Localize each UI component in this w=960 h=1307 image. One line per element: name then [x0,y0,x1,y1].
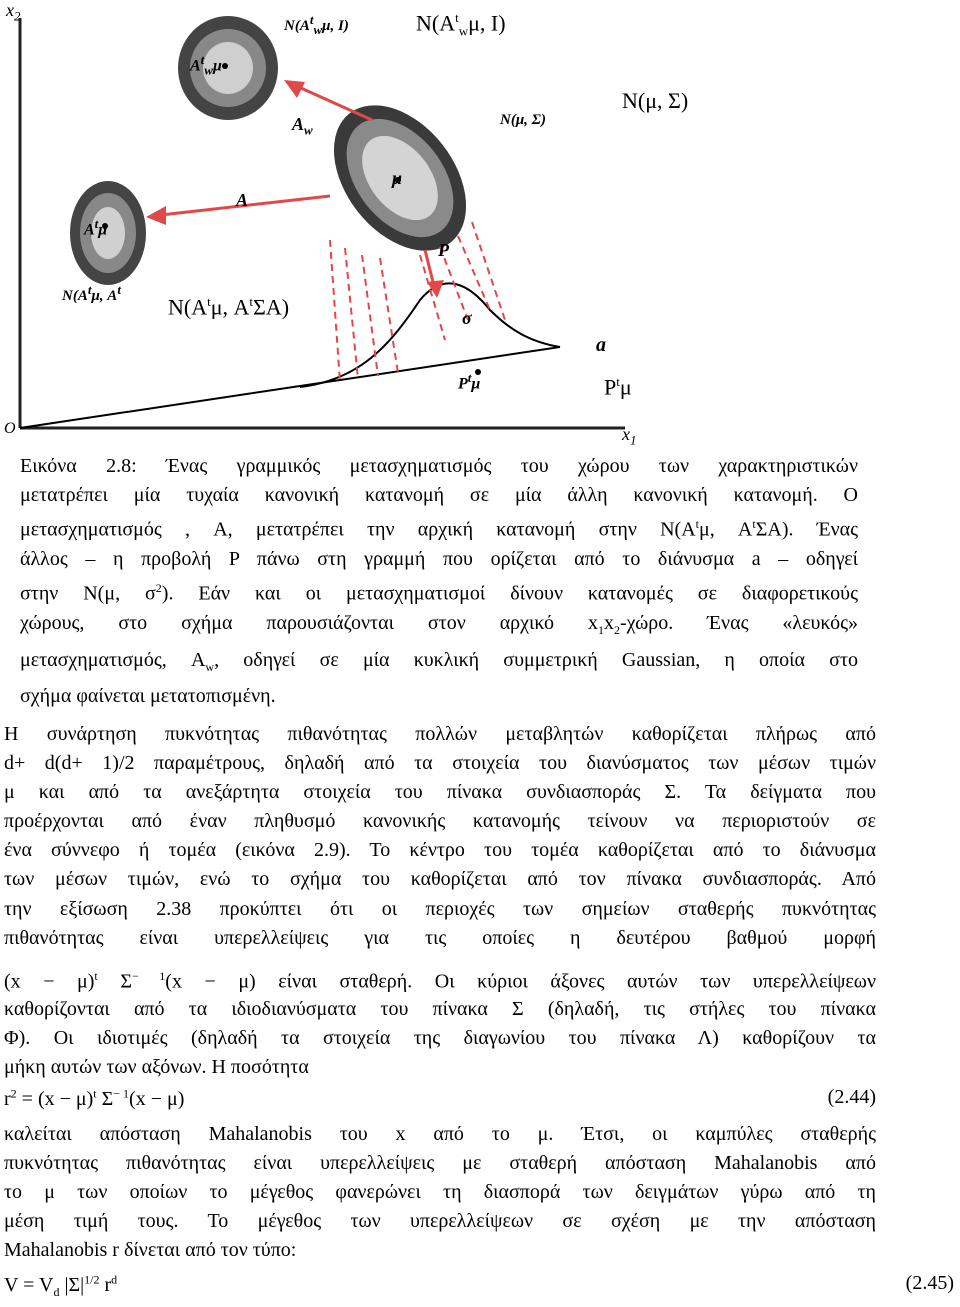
body-line: πυκνότητας πιθανότητας είναι υπερελλείψεις με σταθερή απόσταση Mahalanobis από [4,1152,876,1175]
body-line: Φ). Οι ιδιοτιμές (δηλαδή τα στοιχεία της διαγωνίου του πίνακα Λ) καθορίζουν τα [4,1027,876,1050]
caption-line: μετασχηματισμός, $A_w$, οδηγεί σε μία κυκλική συμμετρική Gaussian, η οποία στο [20,648,858,674]
label-x1: $x_1$ [622,424,637,448]
quad-form: (x − μ) [4,970,95,993]
projected-gaussian [300,283,560,387]
quad-form-line: $(x - \mu)^t$ $\Sigma^{- 1}(x - \mu)$ είναι σταθερή. Οι κύριοι άξονες αυτών των υπερελλείψεων [4,969,877,993]
label-Awt-mu: $A^t_w\mu$ [190,52,222,78]
eq44-number: (2.44) [827,1086,876,1108]
ellipse-transformed [70,181,146,285]
equation-2-44 [4,1086,876,1111]
body-line: μήκη αυτών των αξόνων. Η ποσότητα [4,1056,309,1079]
label-A: A [236,190,249,210]
body-line: πιθανότητας είναι υπερελλείψεις για τις οποίες η δευτέρου βαθμού μορφή [4,926,876,949]
label-bottom: $P^t\mu$ [604,374,632,400]
label-right: N(μ, Σ) [622,88,689,113]
body-line: προέρχονται από έναν πληθυσμό κανονικής κατανομής τείνουν να περιοριστούν σε [4,810,876,833]
body-line: ένα σύννεφο ή τομέα (εικόνα 2.9). Το κέντρο του τομέα καθορίζεται από το διάνυσμα [4,839,876,862]
caption-line: μετατρέπει μία τυχαία κανονική κατανομή σε μία άλλη κανονική κατανομή. Ο [20,484,858,507]
label-N-mu-Sigma-small: N(μ, Σ) [500,112,546,128]
body-line: d+ d(d+ 1)/2 παραμέτρους, δηλαδή από τα στοιχεία του διανύσματος των μέσων τιμών [4,752,876,775]
label-x2: $x_2$ [6,0,21,24]
body-line: μέση τιμή τους. Το μέγεθος των υπερελλείψεων σε σχέση με την απόσταση [4,1210,876,1233]
label-N-At-mu-At-small: $N(A^t\mu$, $A^t$ [62,282,121,304]
caption-line: μετασχηματισμός , A, μετατρέπει την αρχική κατανομή στην $N(A^t\mu$, $A^t\Sigma A$). Ένας [20,517,859,542]
label-sigma: σ [462,308,472,328]
eq44-expr: $r^2 = (x - \mu)^t$ $\Sigma^{- 1}(x - \mu)$ [4,1086,185,1110]
caption-line: στην N(μ, $\sigma^2$). Εάν και οι μετασχηματισμοί δίνουν κατανομές σε διαφορετικούς [20,581,858,606]
body-line: καθορίζονται από τα ιδιοδιανύσματα του πίνακα Σ (δηλαδή, τις στήλες του πίνακα [4,998,876,1020]
body-line: το μ των οποίων το μέγεθος φανερώνει τη διασπορά των δειγμάτων γύρω από τη [4,1181,876,1204]
label-At-mu: $A^t\mu$ [84,216,108,239]
caption-line: Εικόνα 2.8: Ένας γραμμικός μετασχηματισμός του χώρου των χαρακτηριστικών [20,455,858,477]
label-P: P [438,240,449,260]
body-line: των μέσων τιμών, ενώ το σχήμα του καθορίζεται από τον πίνακα συνδιασποράς. Από [4,868,876,891]
caption-line: άλλος – η προβολή P πάνω στη γραμμή που ορίζεται από το διάνυσμα a – οδηγεί [20,548,858,571]
body-line: Η συνάρτηση πυκνότητας πιθανότητας πολλών μεταβλητών καθορίζεται πλήρως από [4,723,876,745]
body-line: Mahalanobis r δίνεται από τον τύπο: [4,1239,297,1262]
figure-caption [20,452,858,711]
label-N-Awt-mu-I-small: $N(A^t_w\mu$, I) [284,12,349,37]
label-a: a [596,334,606,356]
caption-line: σχήμα φαίνεται μετατοπισμένη. [20,684,276,707]
equation-2-45 [4,1272,954,1300]
paragraph-3 [4,1120,876,1265]
label-Aw: $A_w$ [292,114,313,138]
body-line: την εξίσωση 2.38 προκύπτει ότι οι περιοχές των σημείων σταθερής πυκνότητας [4,897,876,920]
body-line: καλείται απόσταση Mahalanobis του x από το μ. Έτσι, οι καμπύλες σταθερής [4,1123,876,1145]
caption-line: χώρους, στο σχήμα παρουσιάζονται στον αρχικό $x_1x_2$-χώρο. Ένας «λευκός» [20,612,858,638]
figure [0,0,960,450]
label-mu: μ [392,168,403,188]
body-line: μ και από τα ανεξάρτητα στοιχεία του πίνακα συνδιασποράς Σ. Τα δείγματα που [4,781,876,804]
label-left: $N(A^t\mu$, $A^t\Sigma A$) [168,294,290,320]
eq45-expr: $V = V_d$ $|\Sigma|^{1/2}$ $r^d$ [4,1272,118,1299]
Awt-mu-dot [222,63,228,69]
label-top: $N(A^t_w\mu$, I) [416,10,506,39]
eq45-number: (2.45) [905,1272,954,1294]
paragraph-2 [4,995,876,1082]
label-Pt-mu-small: $P^t\mu$ [458,370,481,393]
label-origin: O [4,420,16,437]
paragraph-1 [4,720,876,953]
